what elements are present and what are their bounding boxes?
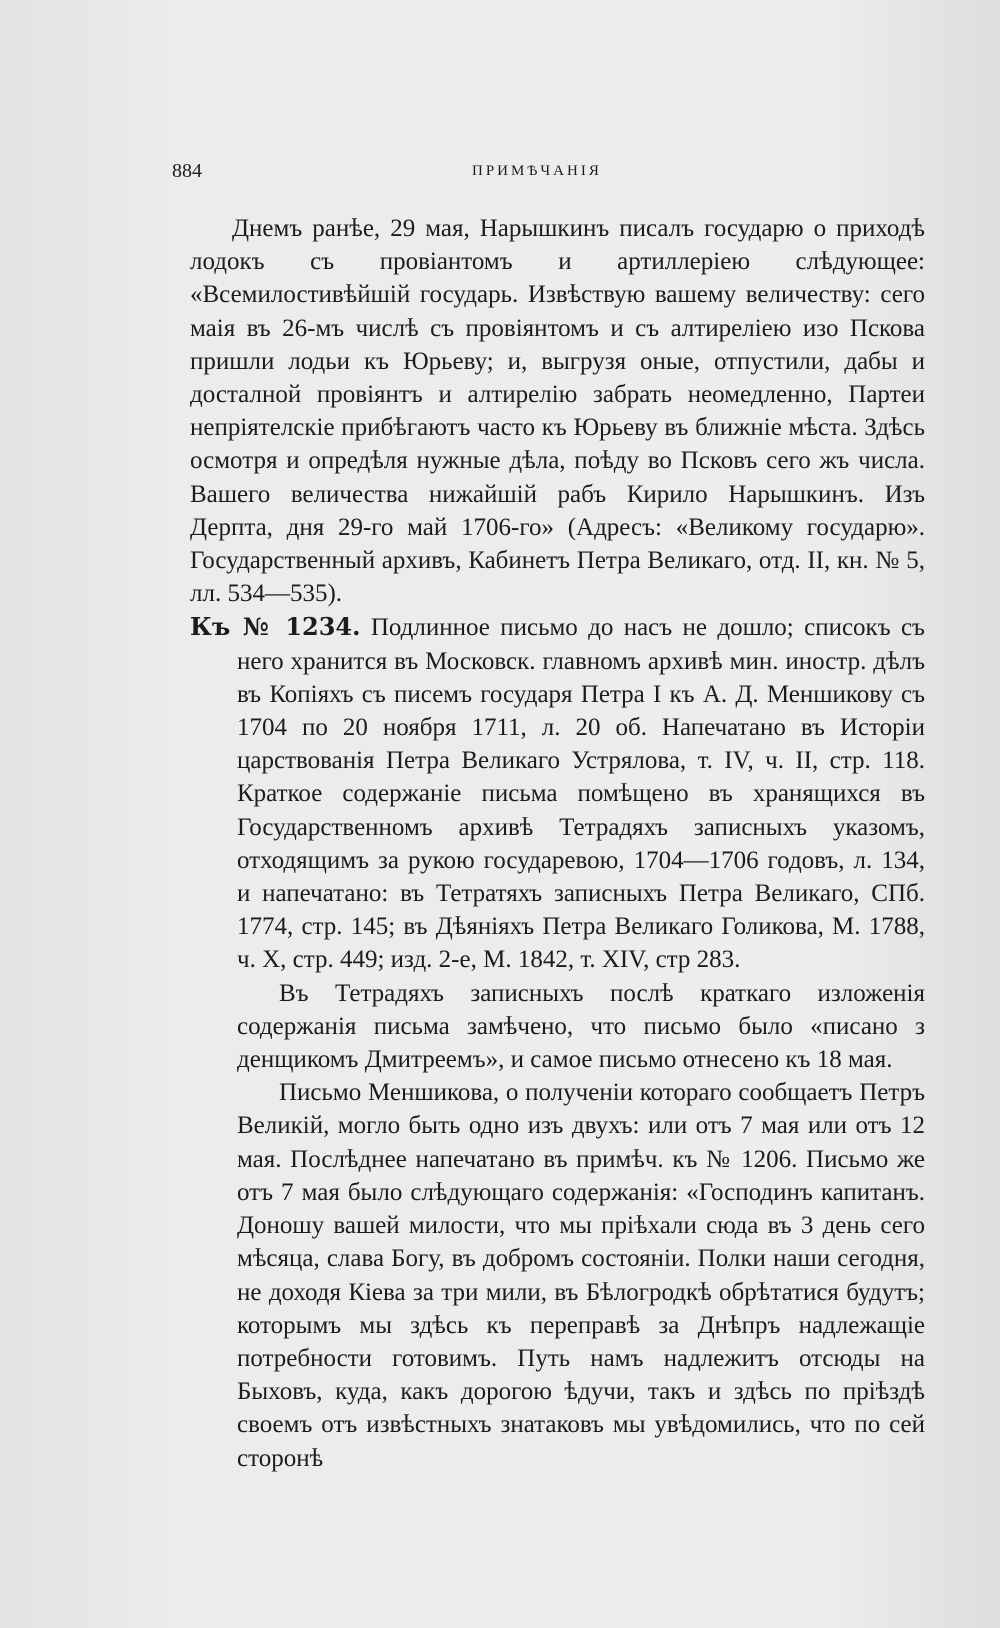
- running-head: ПРИМѢЧАНІЯ: [472, 163, 602, 179]
- page-number: 884: [172, 160, 202, 182]
- paragraph: Письмо Меншикова, о полученіи котораго сообщаетъ Петръ Великій, могло быть одно изъ двухъ: или отъ 7 мая или отъ 12 мая. Послѣднее напечатано въ примѣч. къ № 1206. Письмо же отъ 7 мая было слѣдующаго содержанія: «Господинъ капитанъ. Доношу вашей милости, что мы пріѣхали сюда въ 3 день сего мѣсяца, слава Богу, въ добромъ состояніи. Полки наши сегодня, не доходя Кіева за три мили, въ Бѣлогродкѣ обрѣтатися будутъ; которымъ мы здѣсь къ переправѣ за Днѣпръ надлежащіе потребности готовимъ. Путь намъ надлежитъ отсюды на Быховъ, куда, какъ дорогою ѣдучи, такъ и здѣсь по пріѣздѣ своемъ отъ извѣстныхъ знатаковъ мы увѣдомились, что по сей сторонѣ: [237, 1079, 925, 1472]
- paragraph-continuation: Днемъ ранѣе, 29 мая, Нарышкинъ писалъ государю о приходѣ лодокъ съ провіантомъ и артиллеріею слѣдующее: «Всемилостивѣйшій государь. Извѣствую вашему величеству: сего маія въ 26-мъ числѣ съ провіянтомъ и съ алтиреліею изо Пскова пришли лодьи къ Юрьеву; и, выгрузя оные, отпустили, дабы и досталной провіянтъ и алтирелію забрать неомедленно, Партеи непріятелскіе прибѣгаютъ часто къ Юрьеву въ ближніе мѣста. Здѣсь осмотря и опредѣля нужные дѣла, поѣду во Псковъ сего жъ числа. Вашего величества нижайшій рабъ Кирило Нарышкинъ. Изъ Дерпта, дня 29-го май 1706-го» (Адресъ: «Великому государю». Государственный архивъ, Кабинетъ Петра Великаго, отд. II, кн. № 5, лл. 534—535).: [190, 215, 925, 608]
- body-text: [190, 212, 925, 1475]
- paragraph: Въ Тетрадяхъ записныхъ послѣ краткаго изложенія содержанія письма замѣчено, что письмо было «писано з денщикомъ Дмитреемъ», и самое письмо отнесено къ 18 мая.: [237, 979, 925, 1074]
- note-continuation: [190, 977, 925, 1475]
- note-reference: Къ № 1234.: [190, 612, 361, 642]
- page-header: [0, 160, 1000, 190]
- note-paragraph: [190, 610, 925, 976]
- note-text: Подлинное письмо до насъ не дошло; списокъ съ него хранится въ Московск. главномъ архивѣ мин. иностр. дѣлъ въ Копіяхъ съ писемъ государя Петра I къ А. Д. Меншикову съ 1704 по 20 ноября 1711, л. 20 об. Напечатано въ Исторіи царствованія Петра Великаго Устрялова, т. IV, ч. II, стр. 118. Краткое содержаніе письма помѣщено въ хранящихся въ Государственномъ архивѣ Тетрадяхъ записныхъ указомъ, отходящимъ за рукою государевою, 1704—1706 годовъ, л. 134, и напечатано: въ Тетратяхъ записныхъ Петра Великаго, СПб. 1774, стр. 145; въ Дѣяніяхъ Петра Великаго Голикова, М. 1788, ч. X, стр. 449; изд. 2-е, М. 1842, т. XIV, стр 283.: [237, 614, 925, 974]
